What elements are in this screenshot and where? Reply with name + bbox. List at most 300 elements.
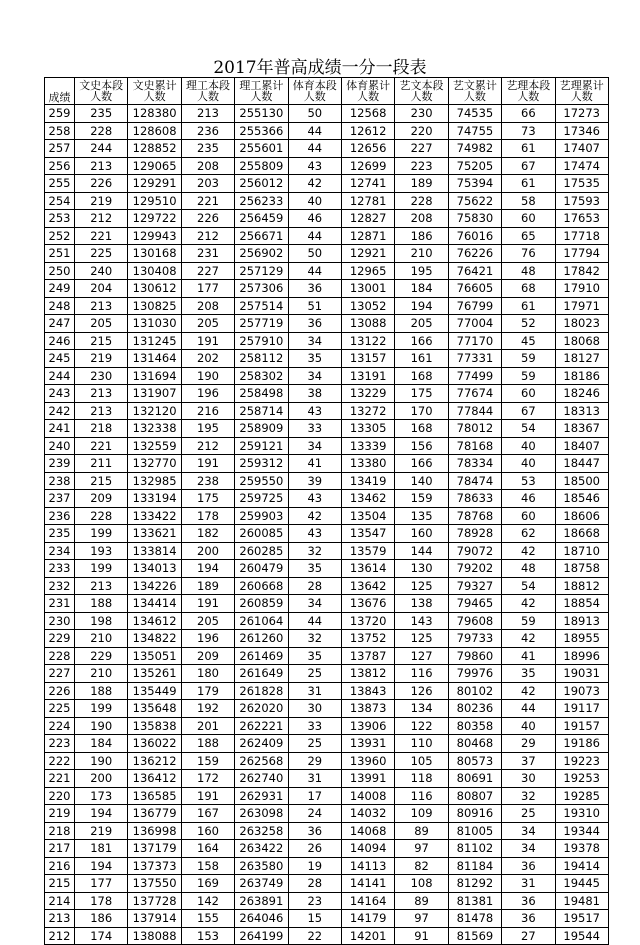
table-row — [45, 227, 609, 245]
table-row — [45, 840, 609, 858]
score-cell: 214 — [45, 892, 75, 910]
count-cell: 257719 — [235, 315, 288, 333]
count-cell: 108 — [395, 875, 448, 893]
count-cell: 37 — [502, 752, 555, 770]
count-cell: 39 — [288, 472, 341, 490]
count-cell: 161 — [395, 350, 448, 368]
count-cell: 13229 — [341, 385, 394, 403]
score-cell: 239 — [45, 455, 75, 473]
count-cell: 167 — [181, 805, 234, 823]
count-cell: 13906 — [341, 717, 394, 735]
table-row — [45, 892, 609, 910]
count-cell: 257514 — [235, 297, 288, 315]
count-cell: 19117 — [555, 700, 608, 718]
count-cell: 76605 — [448, 280, 501, 298]
count-cell: 105 — [395, 752, 448, 770]
count-cell: 129722 — [128, 210, 181, 228]
score-cell: 245 — [45, 350, 75, 368]
count-cell: 13991 — [341, 770, 394, 788]
count-cell: 211 — [75, 455, 128, 473]
count-cell: 13931 — [341, 735, 394, 753]
count-cell: 128852 — [128, 140, 181, 158]
count-cell: 263258 — [235, 822, 288, 840]
count-cell: 129291 — [128, 175, 181, 193]
count-cell: 19223 — [555, 752, 608, 770]
count-cell: 13787 — [341, 647, 394, 665]
count-cell: 18668 — [555, 525, 608, 543]
count-cell: 17971 — [555, 297, 608, 315]
count-cell: 46 — [502, 490, 555, 508]
count-cell: 19031 — [555, 665, 608, 683]
table-row — [45, 770, 609, 788]
count-cell: 134822 — [128, 630, 181, 648]
count-cell: 210 — [75, 630, 128, 648]
count-cell: 259903 — [235, 507, 288, 525]
count-cell: 129510 — [128, 192, 181, 210]
table-row — [45, 332, 609, 350]
count-cell: 142 — [181, 892, 234, 910]
count-cell: 134013 — [128, 560, 181, 578]
count-cell: 128608 — [128, 122, 181, 140]
count-cell: 35 — [288, 560, 341, 578]
count-cell: 116 — [395, 665, 448, 683]
count-cell: 41 — [288, 455, 341, 473]
count-cell: 13812 — [341, 665, 394, 683]
count-cell: 219 — [75, 192, 128, 210]
count-cell: 179 — [181, 682, 234, 700]
count-cell: 28 — [288, 875, 341, 893]
count-cell: 43 — [288, 402, 341, 420]
count-cell: 263891 — [235, 892, 288, 910]
score-cell: 225 — [45, 700, 75, 718]
count-cell: 189 — [395, 175, 448, 193]
count-cell: 13122 — [341, 332, 394, 350]
count-cell: 175 — [181, 490, 234, 508]
count-cell: 212 — [181, 437, 234, 455]
count-cell: 51 — [288, 297, 341, 315]
count-cell: 189 — [181, 577, 234, 595]
count-cell: 229 — [75, 647, 128, 665]
header-line-2: 人数 — [250, 90, 273, 103]
count-cell: 213 — [75, 577, 128, 595]
count-cell: 68 — [502, 280, 555, 298]
count-cell: 191 — [181, 595, 234, 613]
count-cell: 194 — [75, 857, 128, 875]
count-cell: 209 — [181, 647, 234, 665]
count-cell: 78633 — [448, 490, 501, 508]
count-cell: 32 — [288, 542, 341, 560]
count-cell: 31 — [502, 875, 555, 893]
score-cell: 230 — [45, 612, 75, 630]
count-cell: 213 — [75, 157, 128, 175]
count-cell: 74535 — [448, 105, 501, 123]
count-cell: 13614 — [341, 560, 394, 578]
count-cell: 192 — [181, 700, 234, 718]
count-cell: 219 — [75, 822, 128, 840]
count-cell: 77170 — [448, 332, 501, 350]
count-cell: 205 — [181, 612, 234, 630]
count-cell: 262409 — [235, 735, 288, 753]
count-cell: 135 — [395, 507, 448, 525]
count-cell: 29 — [288, 752, 341, 770]
count-cell: 76799 — [448, 297, 501, 315]
count-cell: 133814 — [128, 542, 181, 560]
count-cell: 255601 — [235, 140, 288, 158]
count-cell: 18955 — [555, 630, 608, 648]
count-cell: 26 — [288, 840, 341, 858]
count-cell: 59 — [502, 350, 555, 368]
count-cell: 13960 — [341, 752, 394, 770]
count-cell: 205 — [75, 315, 128, 333]
count-cell: 18313 — [555, 402, 608, 420]
count-cell: 200 — [75, 770, 128, 788]
count-cell: 77844 — [448, 402, 501, 420]
count-cell: 22 — [288, 927, 341, 945]
count-cell: 73 — [502, 122, 555, 140]
count-cell: 81292 — [448, 875, 501, 893]
count-cell: 137728 — [128, 892, 181, 910]
count-cell: 97 — [395, 840, 448, 858]
count-cell: 221 — [75, 437, 128, 455]
count-cell: 17474 — [555, 157, 608, 175]
count-cell: 18127 — [555, 350, 608, 368]
count-cell: 261260 — [235, 630, 288, 648]
count-cell: 258714 — [235, 402, 288, 420]
count-cell: 215 — [75, 472, 128, 490]
count-cell: 194 — [75, 805, 128, 823]
count-cell: 13052 — [341, 297, 394, 315]
score-cell: 253 — [45, 210, 75, 228]
count-cell: 188 — [75, 682, 128, 700]
count-cell: 44 — [288, 122, 341, 140]
count-cell: 18606 — [555, 507, 608, 525]
count-cell: 137550 — [128, 875, 181, 893]
header-line-1: 体育累计 — [346, 79, 391, 92]
table-row — [45, 752, 609, 770]
table-row — [45, 525, 609, 543]
table-row — [45, 280, 609, 298]
count-cell: 34 — [288, 595, 341, 613]
count-cell: 190 — [75, 752, 128, 770]
table-row — [45, 262, 609, 280]
count-cell: 18913 — [555, 612, 608, 630]
count-cell: 255366 — [235, 122, 288, 140]
count-cell: 194 — [395, 297, 448, 315]
count-cell: 15 — [288, 910, 341, 928]
count-cell: 97 — [395, 910, 448, 928]
count-cell: 208 — [181, 157, 234, 175]
count-cell: 131464 — [128, 350, 181, 368]
count-cell: 80691 — [448, 770, 501, 788]
count-cell: 36 — [502, 910, 555, 928]
count-cell: 210 — [395, 245, 448, 263]
count-cell: 164 — [181, 840, 234, 858]
count-cell: 80236 — [448, 700, 501, 718]
count-cell: 216 — [181, 402, 234, 420]
count-cell: 17653 — [555, 210, 608, 228]
count-cell: 256671 — [235, 227, 288, 245]
count-cell: 13380 — [341, 455, 394, 473]
count-cell: 14141 — [341, 875, 394, 893]
header-line-2: 人数 — [463, 90, 486, 103]
count-cell: 134414 — [128, 595, 181, 613]
count-cell: 19186 — [555, 735, 608, 753]
count-cell: 34 — [502, 822, 555, 840]
count-cell: 41 — [502, 647, 555, 665]
table-row — [45, 490, 609, 508]
count-cell: 18758 — [555, 560, 608, 578]
count-cell: 205 — [395, 315, 448, 333]
count-cell: 25 — [502, 805, 555, 823]
table-row — [45, 455, 609, 473]
count-cell: 130 — [395, 560, 448, 578]
count-cell: 78474 — [448, 472, 501, 490]
header-line-1: 理工本段 — [185, 79, 230, 92]
count-cell: 160 — [181, 822, 234, 840]
count-cell: 130612 — [128, 280, 181, 298]
count-cell: 135648 — [128, 700, 181, 718]
count-cell: 125 — [395, 577, 448, 595]
count-cell: 134226 — [128, 577, 181, 595]
count-cell: 184 — [395, 280, 448, 298]
header-line-1: 理工累计 — [239, 79, 284, 92]
count-cell: 44 — [288, 227, 341, 245]
count-cell: 144 — [395, 542, 448, 560]
count-cell: 130825 — [128, 297, 181, 315]
count-cell: 13579 — [341, 542, 394, 560]
table-row — [45, 875, 609, 893]
count-cell: 77331 — [448, 350, 501, 368]
count-cell: 209 — [75, 490, 128, 508]
table-body — [45, 105, 609, 945]
count-cell: 135051 — [128, 647, 181, 665]
count-cell: 19445 — [555, 875, 608, 893]
count-cell: 256012 — [235, 175, 288, 193]
count-cell: 155 — [181, 910, 234, 928]
count-cell: 116 — [395, 787, 448, 805]
count-cell: 44 — [288, 140, 341, 158]
count-cell: 168 — [395, 367, 448, 385]
count-cell: 195 — [395, 262, 448, 280]
count-cell: 81569 — [448, 927, 501, 945]
table-row — [45, 245, 609, 263]
count-cell: 137373 — [128, 857, 181, 875]
header-line-2: 人数 — [357, 90, 380, 103]
count-cell: 34 — [288, 332, 341, 350]
count-cell: 19414 — [555, 857, 608, 875]
table-row — [45, 805, 609, 823]
count-cell: 131907 — [128, 385, 181, 403]
count-cell: 221 — [75, 227, 128, 245]
count-cell: 78334 — [448, 455, 501, 473]
table-row — [45, 297, 609, 315]
count-cell: 34 — [502, 840, 555, 858]
count-cell: 13462 — [341, 490, 394, 508]
count-cell: 263580 — [235, 857, 288, 875]
count-cell: 18447 — [555, 455, 608, 473]
count-cell: 136779 — [128, 805, 181, 823]
count-cell: 118 — [395, 770, 448, 788]
count-cell: 18812 — [555, 577, 608, 595]
header-line-1: 艺文本段 — [399, 79, 444, 92]
count-cell: 258909 — [235, 420, 288, 438]
count-cell: 44 — [288, 262, 341, 280]
count-cell: 61 — [502, 297, 555, 315]
count-cell: 58 — [502, 192, 555, 210]
count-cell: 77004 — [448, 315, 501, 333]
count-cell: 34 — [288, 437, 341, 455]
score-cell: 257 — [45, 140, 75, 158]
count-cell: 168 — [395, 420, 448, 438]
count-cell: 133621 — [128, 525, 181, 543]
count-cell: 17910 — [555, 280, 608, 298]
count-cell: 17794 — [555, 245, 608, 263]
score-cell: 238 — [45, 472, 75, 490]
count-cell: 45 — [502, 332, 555, 350]
count-cell: 30 — [288, 700, 341, 718]
score-table — [44, 77, 609, 945]
count-cell: 259725 — [235, 490, 288, 508]
count-cell: 13339 — [341, 437, 394, 455]
count-cell: 24 — [288, 805, 341, 823]
count-cell: 186 — [395, 227, 448, 245]
count-cell: 36 — [288, 822, 341, 840]
score-cell: 250 — [45, 262, 75, 280]
count-cell: 184 — [75, 735, 128, 753]
header-col — [75, 78, 128, 105]
score-cell: 243 — [45, 385, 75, 403]
count-cell: 19344 — [555, 822, 608, 840]
score-cell: 213 — [45, 910, 75, 928]
count-cell: 218 — [75, 420, 128, 438]
count-cell: 132770 — [128, 455, 181, 473]
count-cell: 262740 — [235, 770, 288, 788]
count-cell: 81381 — [448, 892, 501, 910]
count-cell: 52 — [502, 315, 555, 333]
count-cell: 138088 — [128, 927, 181, 945]
count-cell: 177 — [75, 875, 128, 893]
count-cell: 13843 — [341, 682, 394, 700]
count-cell: 188 — [181, 735, 234, 753]
count-cell: 213 — [181, 105, 234, 123]
count-cell: 43 — [288, 525, 341, 543]
count-cell: 40 — [288, 192, 341, 210]
score-cell: 246 — [45, 332, 75, 350]
score-cell: 248 — [45, 297, 75, 315]
score-cell: 216 — [45, 857, 75, 875]
count-cell: 131694 — [128, 367, 181, 385]
count-cell: 53 — [502, 472, 555, 490]
count-cell: 75394 — [448, 175, 501, 193]
count-cell: 40 — [502, 717, 555, 735]
count-cell: 196 — [181, 630, 234, 648]
count-cell: 32 — [288, 630, 341, 648]
table-row — [45, 367, 609, 385]
count-cell: 264046 — [235, 910, 288, 928]
count-cell: 79327 — [448, 577, 501, 595]
score-cell: 241 — [45, 420, 75, 438]
count-cell: 79465 — [448, 595, 501, 613]
count-cell: 13676 — [341, 595, 394, 613]
score-cell: 221 — [45, 770, 75, 788]
count-cell: 125 — [395, 630, 448, 648]
count-cell: 42 — [502, 595, 555, 613]
count-cell: 136412 — [128, 770, 181, 788]
score-cell: 234 — [45, 542, 75, 560]
score-cell: 227 — [45, 665, 75, 683]
count-cell: 19285 — [555, 787, 608, 805]
count-cell: 126 — [395, 682, 448, 700]
table-row — [45, 910, 609, 928]
count-cell: 19517 — [555, 910, 608, 928]
count-cell: 131030 — [128, 315, 181, 333]
count-cell: 156 — [395, 437, 448, 455]
header-row — [45, 78, 609, 105]
count-cell: 38 — [288, 385, 341, 403]
header-line-2: 人数 — [570, 90, 593, 103]
count-cell: 260859 — [235, 595, 288, 613]
count-cell: 127 — [395, 647, 448, 665]
score-cell: 236 — [45, 507, 75, 525]
count-cell: 128380 — [128, 105, 181, 123]
count-cell: 215 — [75, 332, 128, 350]
table-row — [45, 315, 609, 333]
count-cell: 133422 — [128, 507, 181, 525]
count-cell: 14068 — [341, 822, 394, 840]
count-cell: 80102 — [448, 682, 501, 700]
count-cell: 160 — [395, 525, 448, 543]
count-cell: 89 — [395, 892, 448, 910]
count-cell: 131245 — [128, 332, 181, 350]
count-cell: 50 — [288, 245, 341, 263]
header-line-1: 艺文累计 — [452, 79, 497, 92]
count-cell: 18500 — [555, 472, 608, 490]
count-cell: 79608 — [448, 612, 501, 630]
count-cell: 159 — [181, 752, 234, 770]
count-cell: 80573 — [448, 752, 501, 770]
count-cell: 42 — [502, 542, 555, 560]
count-cell: 19481 — [555, 892, 608, 910]
count-cell: 260668 — [235, 577, 288, 595]
count-cell: 257910 — [235, 332, 288, 350]
header-col — [502, 78, 555, 105]
count-cell: 159 — [395, 490, 448, 508]
count-cell: 14164 — [341, 892, 394, 910]
header-line-2: 人数 — [410, 90, 433, 103]
header-col — [395, 78, 448, 105]
count-cell: 13504 — [341, 507, 394, 525]
count-cell: 18023 — [555, 315, 608, 333]
table-row — [45, 402, 609, 420]
count-cell: 14032 — [341, 805, 394, 823]
count-cell: 67 — [502, 157, 555, 175]
score-cell: 237 — [45, 490, 75, 508]
score-cell: 259 — [45, 105, 75, 123]
score-cell: 251 — [45, 245, 75, 263]
count-cell: 204 — [75, 280, 128, 298]
count-cell: 14008 — [341, 787, 394, 805]
count-cell: 199 — [75, 525, 128, 543]
count-cell: 208 — [395, 210, 448, 228]
count-cell: 258302 — [235, 367, 288, 385]
count-cell: 228 — [75, 122, 128, 140]
count-cell: 194 — [181, 560, 234, 578]
count-cell: 79860 — [448, 647, 501, 665]
count-cell: 191 — [181, 787, 234, 805]
count-cell: 257129 — [235, 262, 288, 280]
count-cell: 130168 — [128, 245, 181, 263]
header-col — [181, 78, 234, 105]
